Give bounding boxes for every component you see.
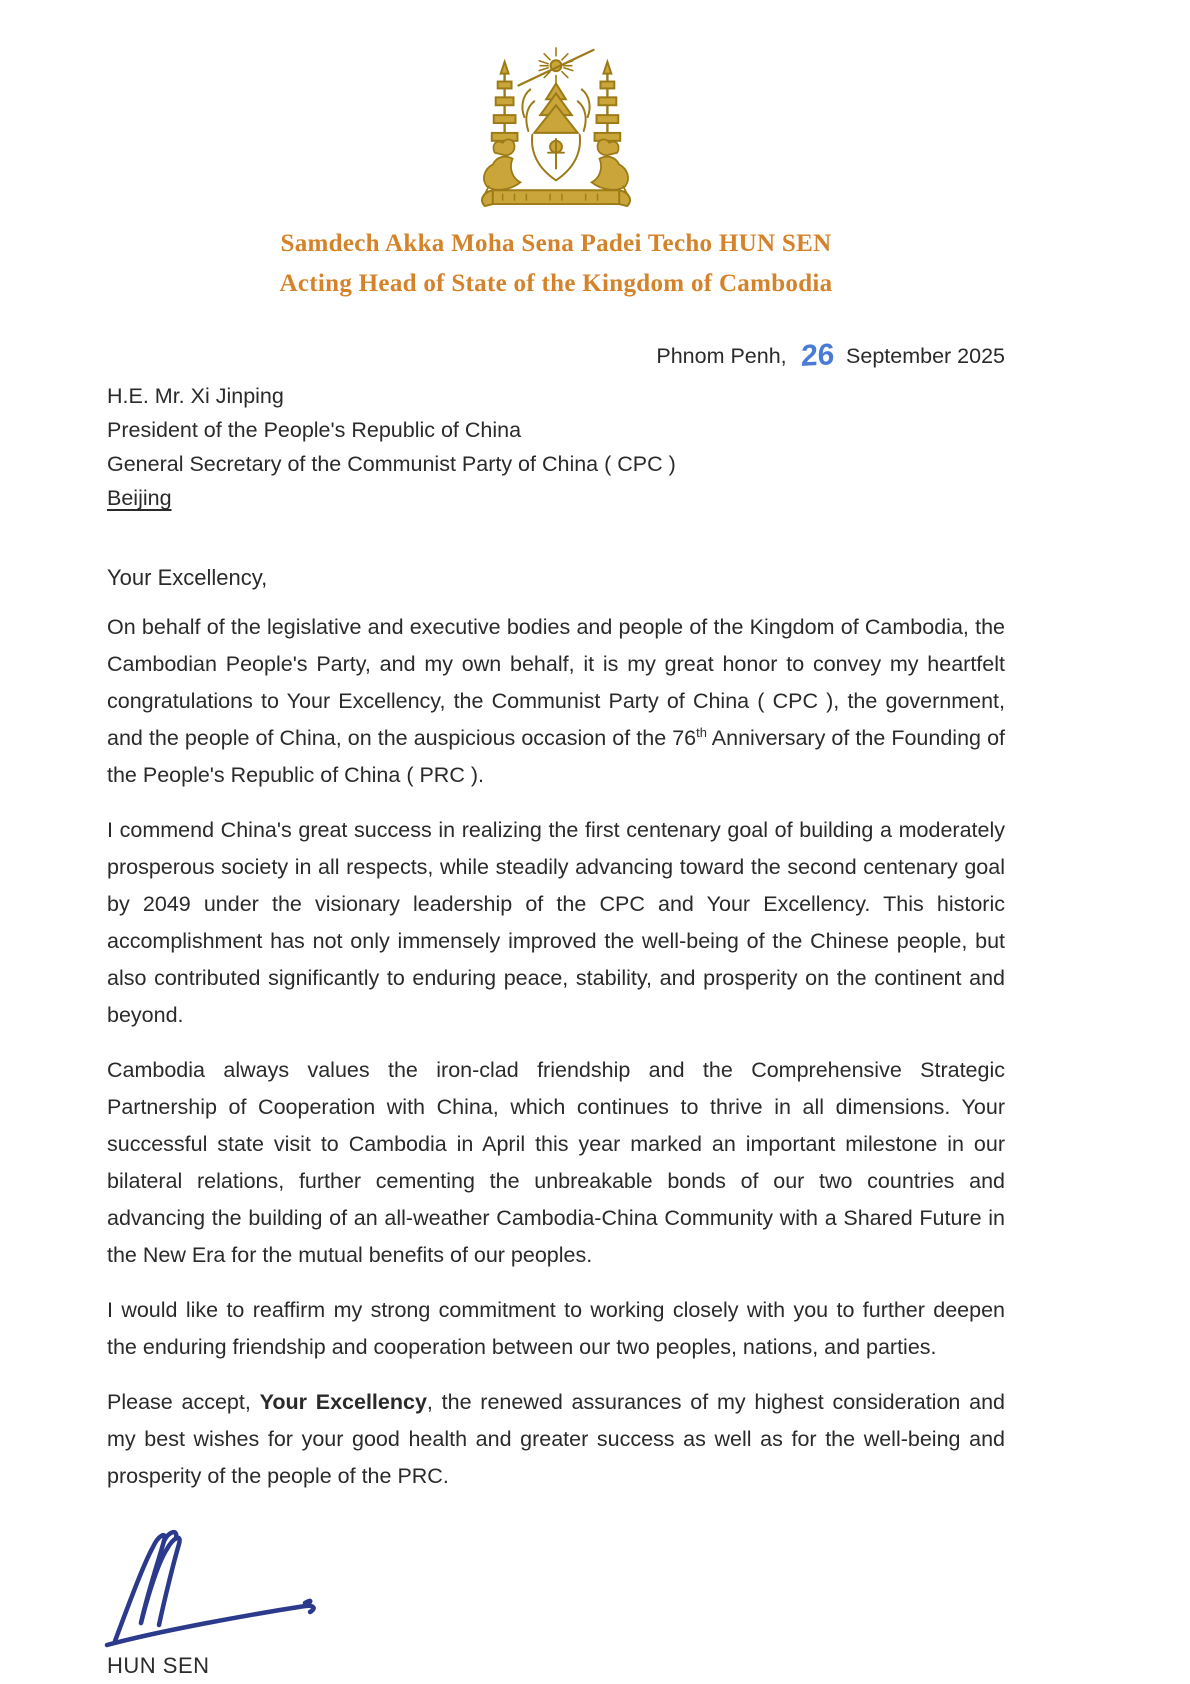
letter-body <box>107 609 1005 1495</box>
ribbon-banner-icon <box>482 190 630 206</box>
handwritten-day: 26 <box>800 338 835 373</box>
paragraph-3: Cambodia always values the iron-clad friendship and the Comprehensive Strategic Partnership of Cooperation with China, which continues to thrive in all dimensions. Your successful state visit to Cambodia in April this year marked an important milestone in our bilateral relations, further cementing the unbreakable bonds of our two countries and advancing the building of an all-weather Cambodia-China Community with a Shared Future in the New Era for the mutual benefits of our peoples. <box>107 1058 1005 1267</box>
royal-arms-of-cambodia-emblem <box>464 42 649 210</box>
salutation: Your Excellency, <box>107 565 268 590</box>
recipient-block <box>107 379 1005 515</box>
left-lion-icon <box>483 139 519 196</box>
right-lion-icon <box>591 139 627 196</box>
paragraph-1-tail: Anniversary of the Founding of the People's Republic of China ( PRC ). <box>107 726 1005 787</box>
recipient-title-2: General Secretary of the Communist Party of China ( CPC ) <box>107 452 676 476</box>
signer-name: HUN SEN <box>107 1653 210 1678</box>
recipient-name: H.E. Mr. Xi Jinping <box>107 384 284 408</box>
signature-ink <box>97 1523 347 1651</box>
crown-icon <box>522 84 589 133</box>
signature-block <box>107 1523 1005 1679</box>
shield-icon <box>531 135 579 180</box>
paragraph-2: I commend China's great success in realizing the first centenary goal of building a moderately prosperous society in all respects, while steadily advancing toward the second centenary goal by 2049 under the visionary leadership of the CPC and Your Excellency. This historic accomplishment has not only immensely improved the well-being of the Chinese people, but also contributed significantly to enduring peace, stability, and prosperity on the continent and beyond. <box>107 818 1005 1027</box>
paragraph-5-emphasis: Your Excellency <box>259 1390 427 1414</box>
recipient-city: Beijing <box>107 486 172 510</box>
emblem-container <box>107 42 1005 210</box>
letterhead-title: Samdech Akka Moha Sena Padei Techo HUN SEN <box>280 230 832 257</box>
letterhead-subtitle: Acting Head of State of the Kingdom of Cambodia <box>279 270 833 297</box>
paragraph-5-lead: Please accept, <box>107 1390 260 1414</box>
paragraph-5 <box>107 1384 1005 1495</box>
dateline <box>107 338 1005 373</box>
dateline-rest: September 2025 <box>846 344 1005 368</box>
paragraph-4: I would like to reaffirm my strong commitment to working closely with you to further deepen the enduring friendship and cooperation between our two peoples, nations, and parties. <box>107 1298 1005 1359</box>
dateline-place: Phnom Penh, <box>656 344 787 368</box>
recipient-title-1: President of the People's Republic of China <box>107 418 522 442</box>
paragraph-1-text: On behalf of the legislative and executive bodies and people of the Kingdom of Cambodia, the Cambodian People's Party, and my own behalf, it is my great honor to convey my heartfelt congratulations to Your Excellency, the Communist Party of China ( CPC ), the government, and the people of China, on the auspicious occasion of the 76 <box>107 615 1005 750</box>
ordinal-superscript: th <box>696 724 707 740</box>
paragraph-5-tail: , the renewed assurances of my highest consideration and my best wishes for your good health and greater success as well as for the well-being and prosperity of the people of the PRC. <box>107 1390 1005 1488</box>
sunburst-icon <box>518 48 593 86</box>
paragraph-1 <box>107 609 1005 794</box>
